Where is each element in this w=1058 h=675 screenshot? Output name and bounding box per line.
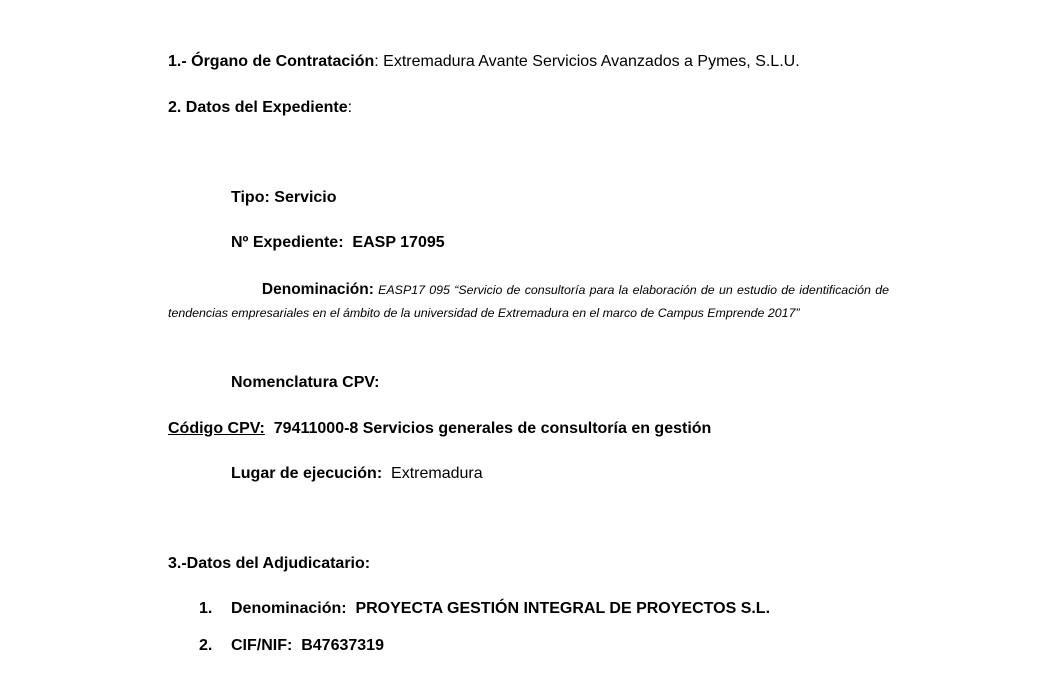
item-number: 2. [199, 637, 213, 654]
lugar-label: Lugar de ejecución: [231, 465, 383, 482]
tipo-label: Tipo: [231, 189, 270, 206]
tipo-value: Servicio [274, 189, 337, 206]
item-value: B47637319 [301, 637, 384, 654]
numero-value: EASP 17095 [352, 234, 445, 251]
item-label: CIF/NIF: [231, 637, 293, 654]
cpv-line [168, 419, 711, 439]
numero-label: Nº Expediente: [231, 234, 344, 251]
expediente-heading-line: 2. Datos del Expediente: [168, 99, 353, 116]
organo-value: Extremadura Avante Servicios Avanzados a Pymes, S.L.U. [383, 53, 800, 70]
denominacion-value: EASP17 095 “Servicio de consultoría para la elaboración de un estudio de identificación de tendencias empresariales en el ámbito de la universidad de Extremadura en el marco de Campus Emprende 2017” [168, 283, 889, 320]
numero-line [231, 233, 445, 253]
item-value: PROYECTA GESTIÓN INTEGRAL DE PROYECTOS S.L. [355, 600, 771, 617]
adjudicatario-heading: 3.-Datos del Adjudicatario: [168, 555, 371, 572]
lugar-value: Extremadura [391, 465, 483, 482]
denominacion-paragraph [168, 278, 889, 325]
nomenclatura-label: Nomenclatura CPV: [231, 374, 380, 391]
organo-line: 1.- Órgano de Contratación: Extremadura Avante Servicios Avanzados a Pymes, S.L.U. [168, 53, 800, 70]
nomenclatura-line [231, 373, 379, 393]
denominacion-label: Denominación: [261, 281, 374, 298]
organo-label: 1.- Órgano de Contratación [168, 53, 375, 70]
expediente-heading: 2. Datos del Expediente [168, 99, 348, 116]
adjudicatario-item [199, 636, 384, 656]
cpv-value: 79411000-8 Servicios generales de consultoría en gestión [273, 420, 712, 437]
item-label: Denominación: [231, 600, 347, 617]
adjudicatario-item [199, 599, 770, 619]
cpv-label: Código CPV: [168, 420, 265, 437]
lugar-line [231, 464, 483, 484]
item-number: 1. [199, 600, 213, 617]
tipo-line [231, 188, 337, 208]
